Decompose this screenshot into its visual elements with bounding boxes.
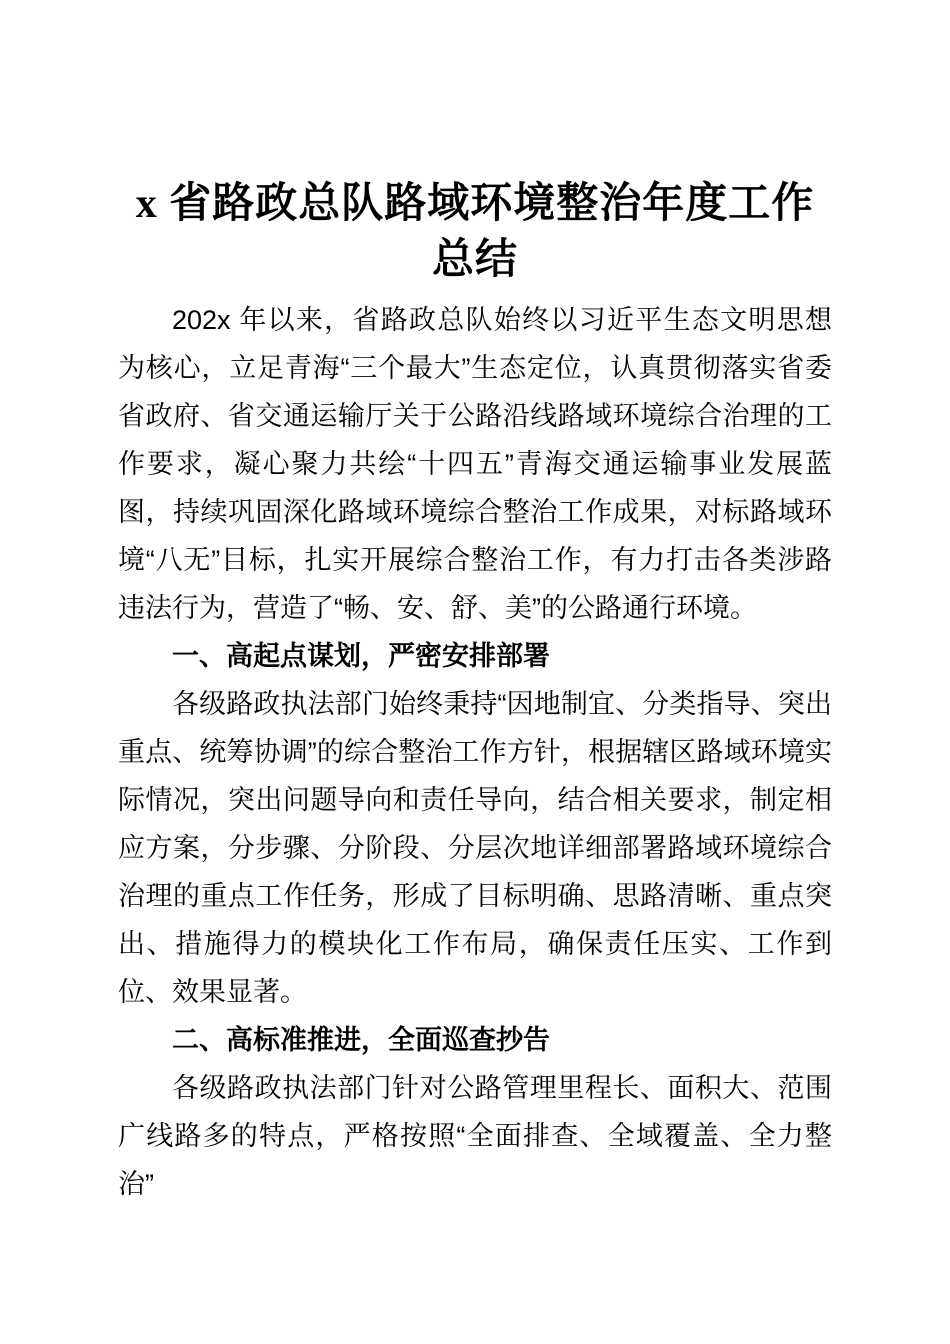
paragraph-intro: 202x 年以来，省路政总队始终以习近平生态文明思想为核心，立足青海“三个最大”生态定位，认真贯彻落实省委省政府、省交通运输厅关于公路沿线路域环境综合治理的工作要求，凝心聚力共绘“十四五”青海交通运输事业发展蓝图，持续巩固深化路域环境综合整治工作成果，对标路域环境“八无”目标，扎实开展综合整治工作，有力打击各类涉路违法行为，营造了“畅、安、舒、美”的公路通行环境。	[118, 305, 832, 623]
paragraph-section-1: 各级路政执法部门始终秉持“因地制宜、分类指导、突出重点、统筹协调”的综合整治工作方针，根据辖区路域环境实际情况，突出问题导向和责任导向，结合相关要求，制定相应方案，分步骤、分阶段、分层次地详细部署路域环境综合治理的重点工作任务，形成了目标明确、思路清晰、重点突出、措施得力的模块化工作布局，确保责任压实、工作到位、效果显著。	[118, 689, 832, 1007]
section-heading-1: 一、高起点谋划，严密安排部署	[172, 641, 550, 671]
section-heading-2: 二、高标准推进，全面巡查抄告	[172, 1025, 550, 1055]
paragraph-section-2: 各级路政执法部门针对公路管理里程长、面积大、范围广线路多的特点，严格按照“全面排查、全域覆盖、全力整治”	[118, 1073, 832, 1199]
document-title: x 省路政总队路域环境整治年度工作总结	[135, 181, 815, 283]
